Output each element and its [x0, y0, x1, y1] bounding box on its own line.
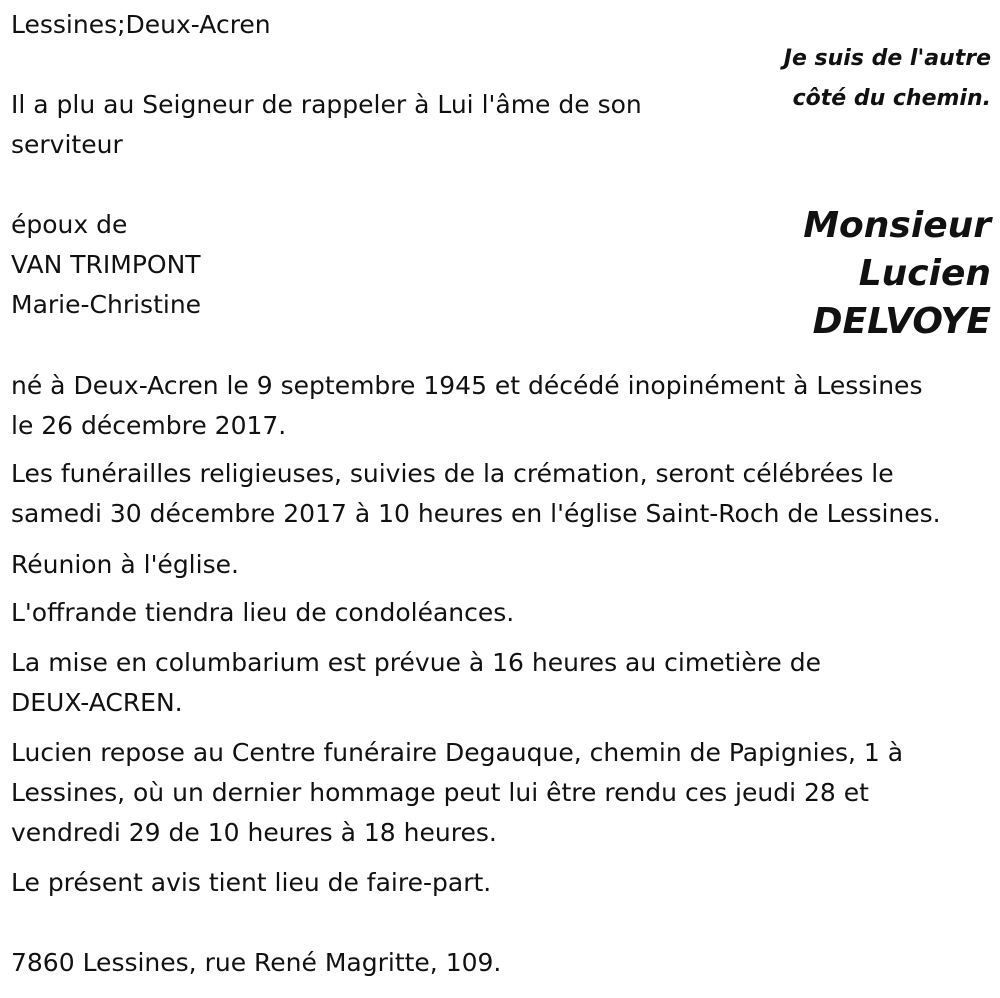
notice-text: Le présent avis tient lieu de faire-part. — [11, 868, 492, 897]
repose-line-1: Lucien repose au Centre funéraire Degauque, chemin de Papignies, 1 à — [11, 738, 904, 767]
repose-line-2: Lessines, où un dernier hommage peut lui être rendu ces jeudi 28 et — [11, 778, 869, 807]
funeral-line-1: Les funérailles religieuses, suivies de la crémation, seront célébrées le — [11, 459, 894, 488]
intro-line-1: Il a plu au Seigneur de rappeler à Lui l'âme de son — [11, 90, 642, 119]
columbarium-line-2: DEUX-ACREN. — [11, 688, 183, 717]
birth-death-line-1: né à Deux-Acren le 9 septembre 1945 et décédé inopinément à Lessines — [11, 371, 923, 400]
deceased-last-name: DELVOYE — [812, 301, 991, 342]
meeting-text: Réunion à l'église. — [11, 550, 239, 579]
repose-line-3: vendredi 29 de 10 heures à 18 heures. — [11, 818, 497, 847]
spouse-surname: VAN TRIMPONT — [11, 250, 201, 279]
deceased-title: Monsieur — [803, 205, 991, 246]
quote-line-2: côté du chemin. — [792, 86, 991, 111]
quote-line-1: Je suis de l'autre — [783, 46, 991, 71]
spouse-label: époux de — [11, 210, 128, 239]
offering-text: L'offrande tiendra lieu de condoléances. — [11, 598, 515, 627]
intro-line-2: serviteur — [11, 130, 123, 159]
deceased-first-name: Lucien — [858, 253, 991, 294]
address-text: 7860 Lessines, rue René Magritte, 109. — [11, 948, 502, 977]
location-header: Lessines;Deux-Acren — [11, 10, 271, 39]
funeral-line-2: samedi 30 décembre 2017 à 10 heures en l'église Saint-Roch de Lessines. — [11, 499, 941, 528]
spouse-given-name: Marie-Christine — [11, 290, 202, 319]
birth-death-line-2: le 26 décembre 2017. — [11, 411, 287, 440]
columbarium-line-1: La mise en columbarium est prévue à 16 heures au cimetière de — [11, 648, 822, 677]
